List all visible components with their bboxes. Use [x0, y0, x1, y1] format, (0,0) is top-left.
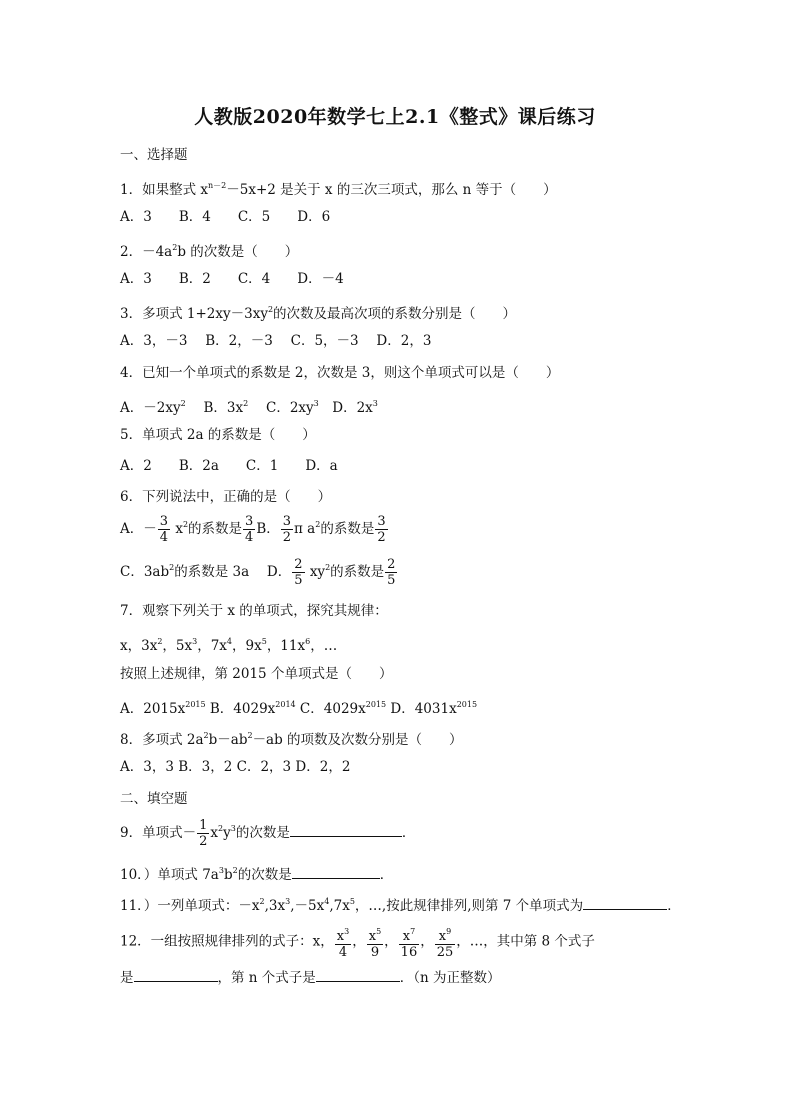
fraction: $\frac{3}{2}$	[282, 514, 292, 545]
question-1-options: A．3 B．4 C．5 D．6	[120, 209, 331, 225]
question-4: 4．已知一个单项式的系数是 2，次数是 3，则这个单项式可以是（ ）	[120, 365, 560, 381]
fraction: $\frac{1}{2}$	[199, 818, 208, 849]
fraction: $\frac{x^7}{16}$	[399, 924, 420, 960]
fraction: $\frac{2}{5}$	[294, 557, 303, 588]
answer-blank[interactable]	[134, 969, 218, 982]
question-7-prompt: 按照上述规律，第 2015 个单项式是（ ）	[120, 666, 393, 682]
section-heading-fill: 二、填空题	[120, 791, 188, 807]
fraction: $\frac{3}{2}$	[377, 514, 386, 545]
answer-blank[interactable]	[292, 866, 380, 879]
question-7-options: A．$2015x^{2015}$ B．$4029x^{2014}$ C．$4029x^{2015}$ D．$4031x^{2015}$	[120, 700, 478, 717]
question-1: 1．如果整式 $x^{n-2}-5x+2$ 是关于 x 的三次三项式，那么 n 等于（ ）	[120, 181, 557, 198]
question-12-continued: 是 ，第 n 个式子是 ．（n 为正整数）	[120, 970, 501, 986]
answer-blank[interactable]	[583, 897, 667, 910]
question-8-options: A．3，3 B．3，2 C．2，3 D．2，2	[120, 759, 351, 775]
fraction: $\frac{2}{5}$	[387, 557, 396, 588]
page-title: 人教版2020年数学七上2.1《整式》课后练习	[194, 106, 596, 128]
question-12: 12．一组按照规律排列的式子：x， $\frac{x^3}{4}$ ， $\frac{x^5}{9}$ ， $\frac{x^7}{16}$ ， $\frac{x^9}{25}$ ，…，其中第 8 个式子	[120, 924, 595, 960]
fraction: $\frac{3}{4}$	[245, 514, 254, 545]
question-6-options-cd: C．$3ab^2$的系数是 3a D． $\frac{2}{5}$ $xy^2$的系数是 $\frac{2}{5}$	[120, 557, 396, 588]
fraction: $\frac{x^3}{4}$	[335, 924, 351, 960]
question-4-options: A．$-2xy^2$ B．$3x^2$ C．$2xy^3$ D．$2x^3$	[120, 399, 378, 416]
fraction: $\frac{x^5}{9}$	[367, 924, 383, 960]
question-5-options: A．2 B．2a C．1 D．a	[120, 458, 338, 474]
question-3-options: A．3，－3 B．2，－3 C．5，－3 D．2，3	[120, 333, 432, 349]
answer-blank[interactable]	[316, 969, 400, 982]
question-3: 3．多项式 $1+2xy-3xy^2$的次数及最高次项的系数分别是（ ）	[120, 305, 517, 322]
question-6: 6．下列说法中，正确的是（ ）	[120, 489, 332, 505]
answer-blank[interactable]	[290, 824, 402, 837]
fraction: $\frac{3}{4}$	[159, 514, 169, 545]
question-7: 7．观察下列关于 x 的单项式，探究其规律：	[120, 603, 388, 619]
question-2: 2．$-4a^2b$ 的次数是（ ）	[120, 243, 299, 260]
question-5: 5．单项式 2a 的系数是（ ）	[120, 427, 316, 443]
question-7-sequence: x，$3x^2$，$5x^3$，$7x^4$，$9x^5$，$11x^6$，…	[120, 637, 338, 654]
question-11: 11．）一列单项式：$-x^2,3x^3,-5x^4,7x^5$，…,按此规律排列,则第 7 个单项式为 ．	[120, 897, 681, 914]
fraction: $\frac{x^9}{25}$	[435, 924, 456, 960]
question-8: 8．多项式 $2a^2b-ab^2-ab$ 的项数及次数分别是（ ）	[120, 731, 463, 748]
section-heading-choice: 一、选择题	[120, 147, 188, 163]
question-9: 9．单项式－ $\frac{1}{2}$ $x^2y^3$的次数是 ．	[120, 818, 416, 849]
question-6-options-ab: A．－ $\frac{3}{4}$ $x^2$的系数是 $\frac{3}{4}$ B． $\frac{3}{2}$ π $a^2$的系数是 $\frac{3}{2}$	[120, 514, 386, 545]
question-2-options: A．3 B．2 C．4 D．－4	[120, 271, 344, 287]
question-10: 10．）单项式 $7a^3b^2$的次数是 ．	[120, 866, 394, 883]
